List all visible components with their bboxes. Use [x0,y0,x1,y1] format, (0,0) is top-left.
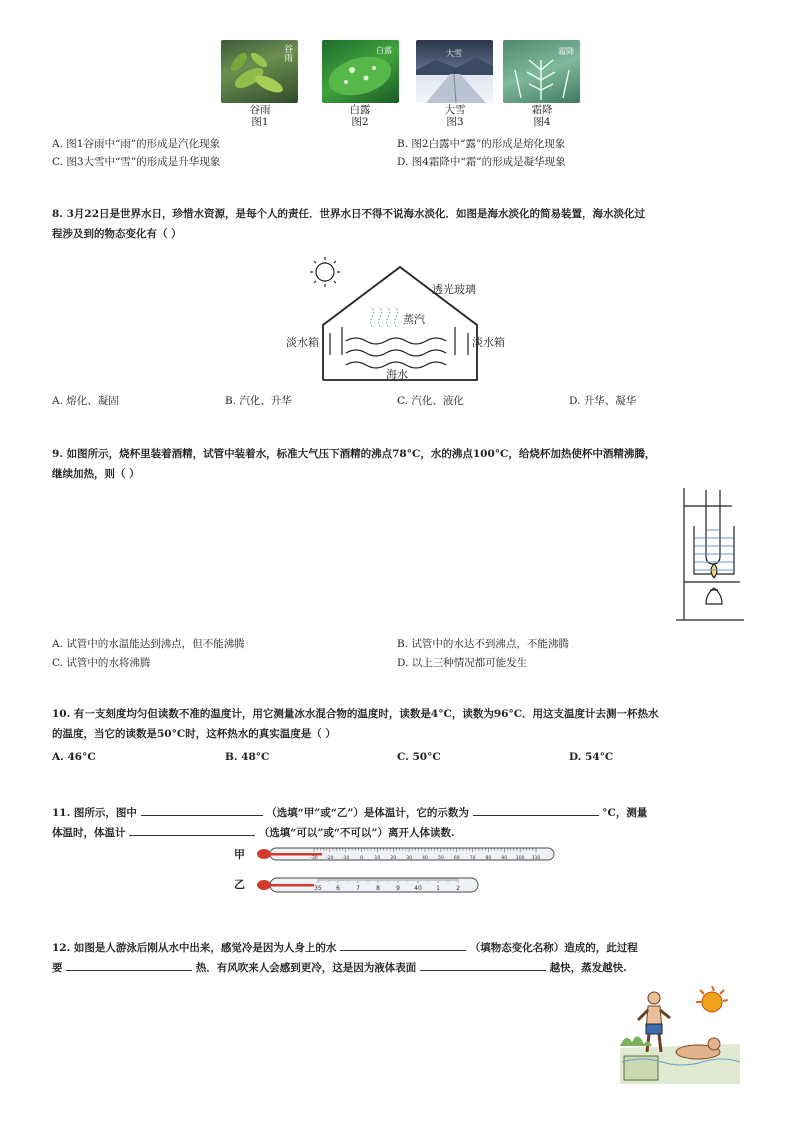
lab-thermometer-tick-label: 10 [374,856,381,861]
q10-option-b[interactable]: B. 48°C [225,751,270,763]
thermometer-a-label: 甲 [234,848,245,861]
lab-thermometer-tick-label: -20 [326,856,334,861]
sun-icon [696,986,728,1012]
q9-option-d[interactable]: D. 以上三种情况都可能发生 [397,657,528,669]
q10-option-d[interactable]: D. 54°C [569,751,614,763]
lab-thermometer-tick-label: 100 [515,856,525,861]
heating-apparatus-diagram [676,486,746,626]
clinical-thermometer-bulb [257,880,271,890]
frost-overlay: 霜降 [558,47,574,56]
q8-option-a[interactable]: A. 熔化、凝固 [52,395,119,407]
caption-4: 霜降 图4 [531,104,553,128]
q8-stem: 8. 3月22日是世界水日，珍惜水资源，是每个人的责任．世界水日不得不说海水淡化．如图是海水淡化的简易装置，海水淡化过 程涉及到的物态变化有（ ） [52,208,646,240]
q10-option-c[interactable]: C. 50°C [397,751,441,763]
right-box-label: 淡水箱 [472,336,505,349]
clinical-thermometer-tick-label: 6 [336,885,340,892]
left-box-label: 淡水箱 [286,336,319,349]
q11-blank-2[interactable] [473,803,599,816]
grain-rain-photo [221,40,298,103]
q8-option-b[interactable]: B. 汽化、升华 [225,395,292,407]
lab-thermometer-tick-label: 30 [406,856,413,861]
clinical-thermometer-tick-label: 7 [356,885,360,892]
lab-thermometer-tick-label: -10 [342,856,350,861]
frost-photo [503,40,580,103]
clinical-thermometer-tick-label: 8 [376,885,380,892]
grain-rain-overlay: 谷雨 [282,44,292,62]
q7-option-d[interactable]: D. 图4霜降中“霜”的形成是凝华现象 [397,156,566,168]
clinical-thermometer-tick-label: 35 [314,885,322,892]
caption-2: 白露 图2 [349,104,371,128]
lab-thermometer-tick-label: 90 [501,856,508,861]
q10-stem: 10. 有一支刻度均匀但读数不准的温度计，用它测量冰水混合物的温度时，读数是4°C，读数为96°C．用这支温度计去测一杯热水 的温度，当它的读数是50°C时，这杯热水的真实温度是（ ） [52,708,659,740]
white-dew-overlay: 白露 [376,46,392,55]
q8-option-c[interactable]: C. 汽化、液化 [397,395,464,407]
q8-option-d[interactable]: D. 升华、凝华 [569,395,637,407]
major-snow-photo [416,40,493,103]
lab-thermometer-tick-label: -30 [310,856,318,861]
clinical-thermometer-tick-label: 2 [456,885,460,892]
q12-blank-1[interactable] [340,938,466,951]
lab-thermometer-tick-label: 50 [437,856,444,861]
q7-option-c[interactable]: C. 图3大雪中“雪”的形成是升华现象 [52,156,221,168]
clinical-thermometer-tick-label: 40 [414,885,422,892]
lab-thermometer-tick-label: 40 [422,856,428,861]
sun-icon [310,257,340,287]
thermometer-b-label: 乙 [234,878,245,891]
clinical-thermometer-tick-label: 9 [396,885,400,892]
q12-blank-2[interactable] [66,958,192,971]
q11-blank-1[interactable] [141,803,263,816]
clinical-thermometer-tick-label: 1 [436,885,440,892]
vapor-label: 蒸汽 [403,313,425,326]
white-dew-photo [322,40,399,103]
lab-thermometer-tick-label: 110 [531,856,541,861]
lab-thermometer-tick-label: 0 [360,856,364,861]
q7-option-b[interactable]: B. 图2白露中“露”的形成是熔化现象 [397,138,566,150]
lab-thermometer-tick-label: 70 [469,856,476,861]
lab-thermometer-tick-label: 20 [390,856,397,861]
thermometers-diagram [254,842,564,902]
caption-3: 大雪 图3 [444,104,466,128]
q9-option-b[interactable]: B. 试管中的水达不到沸点，不能沸腾 [397,638,569,650]
q10-option-a[interactable]: A. 46°C [52,751,96,763]
q9-option-a[interactable]: A. 试管中的水温能达到沸点，但不能沸腾 [52,638,245,650]
q9-stem: 9. 如图所示，烧杯里装着酒精，试管中装着水，标准大气压下酒精的沸点78°C，水的沸点100°C，给烧杯加热使杯中酒精沸腾， 继续加热，则（ ） [52,448,656,480]
major-snow-overlay: 大雪 [446,49,462,58]
lab-thermometer-tick-label: 60 [453,856,460,861]
caption-1: 谷雨 图1 [249,104,271,128]
swimmer-illustration [618,986,742,1086]
seawater-label: 海水 [386,368,408,381]
lab-thermometer-bulb [257,849,271,859]
q12-blank-3[interactable] [420,958,546,971]
glass-label: 透光玻璃 [432,283,476,296]
q7-option-a[interactable]: A. 图1谷雨中“雨”的形成是汽化现象 [52,138,221,150]
q11-stem: 11. 图所示，图中 （选填“甲”或“乙”）是体温计，它的示数为 °C，测量 体温时，体温计 （选填“可以”或“不可以”）离开人体读数. [52,803,752,843]
q11-blank-3[interactable] [129,823,255,836]
q12-stem: 12. 如图是人游泳后刚从水中出来，感觉冷是因为人身上的水 （填物态变化名称）造成的，此过程 要 热．有风吹来人会感到更冷，这是因为液体表面 越快，蒸发越快. [52,938,752,978]
q9-option-c[interactable]: C. 试管中的水将沸腾 [52,657,151,669]
lab-thermometer-tick-label: 80 [485,856,492,861]
